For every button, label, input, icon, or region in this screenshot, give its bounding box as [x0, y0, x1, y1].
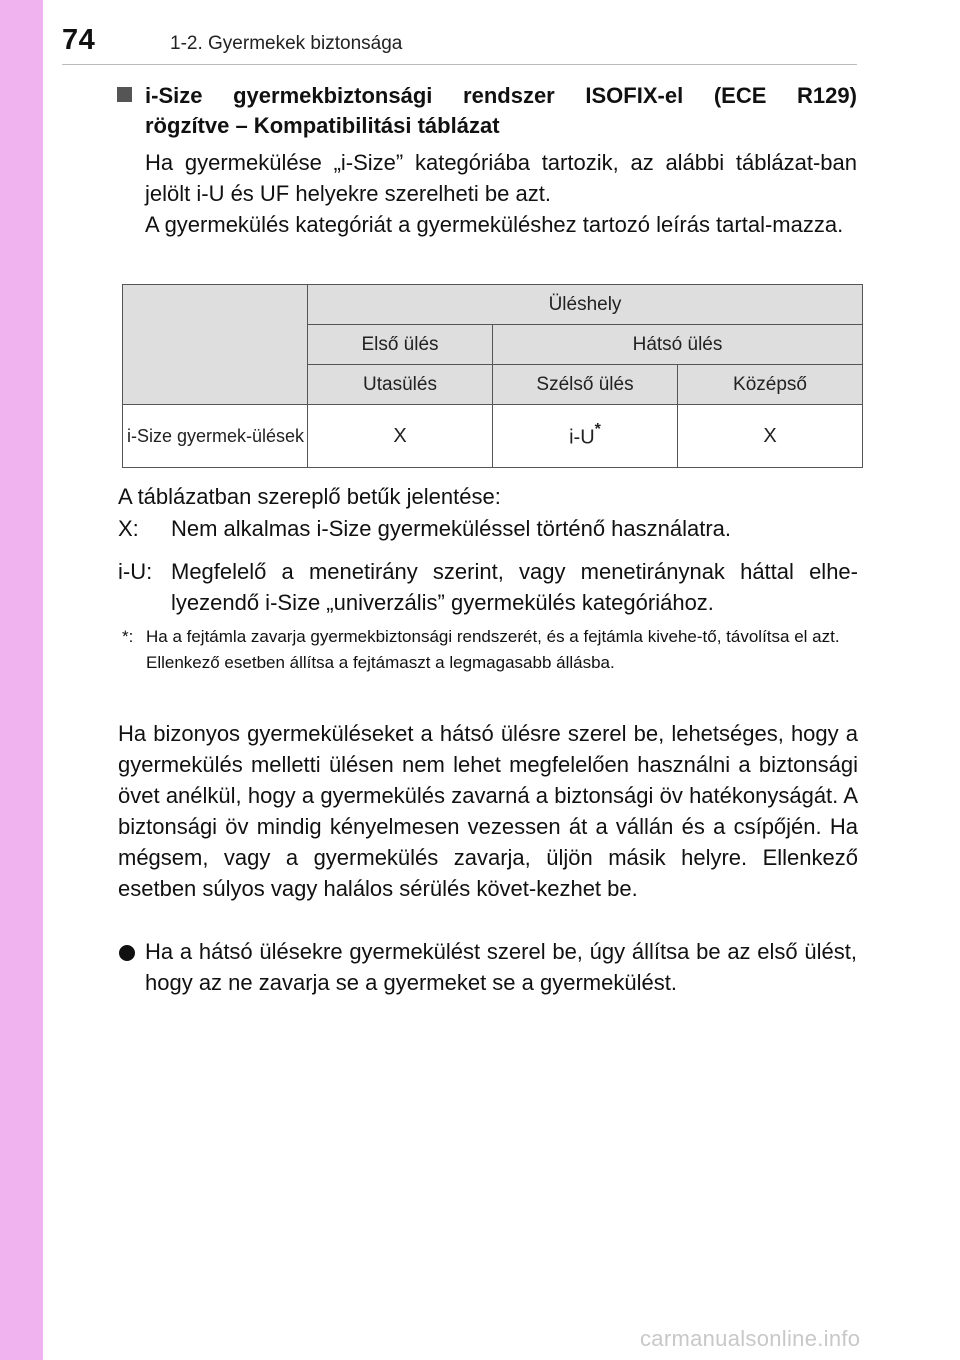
legend-key: i-U:	[118, 559, 153, 584]
table-row	[123, 405, 863, 468]
heading-word: ISOFIX-el	[585, 83, 684, 108]
heading-word: R129)	[797, 83, 857, 108]
heading-line-2: rögzítve – Kompatibilitási táblázat	[145, 113, 500, 138]
warning-paragraph: Ha bizonyos gyermeküléseket a hátsó ülésre szerel be, lehetséges, hogy a gyermekülés melletti ülésen nem lehet megfelelően használni a biztonsági övet anélkül, hogy a gyermekülés zavarná a biztonsági öv hatékonyságát. A biztonsági öv mindig kényelmesen vezessen át a vállán és a csípőjén. Ha mégsem, vagy a gyermekülés zavarja, üljön másik helyre. Ellenkező esetben súlyos vagy halálos sérülés követ-kezhet be.	[118, 721, 858, 901]
intro-paragraph-2: A gyermekülés kategóriát a gyermeküléshez tartozó leírás tartal-mazza.	[145, 212, 844, 237]
section-title: 1-2. Gyermekek biztonsága	[170, 33, 403, 54]
legend-title: A táblázatban szereplő betűk jelentése:	[118, 484, 501, 509]
page-number: 74	[62, 24, 96, 56]
outer-seat-header: Szélső ülés	[493, 365, 678, 405]
intro-text	[145, 147, 857, 240]
heading-word: gyermekbiztonsági	[233, 83, 433, 108]
heading-line-1	[145, 81, 857, 111]
legend-key: X:	[118, 516, 139, 541]
watermark: carmanualsonline.info	[640, 1326, 861, 1351]
table-cell: X	[678, 405, 863, 468]
header-divider	[62, 64, 857, 65]
table-cell-value: i-U	[569, 426, 595, 449]
heading-square-icon	[117, 87, 132, 102]
table-cell: X	[308, 405, 493, 468]
seat-position-header: Üléshely	[308, 285, 863, 325]
legend-item-x	[118, 513, 858, 544]
footnote	[122, 624, 857, 676]
legend-description: Megfelelő a menetirány szerint, vagy menetiránynak háttal elhe-lyezendő i-Size „univerzális” gyermekülés kategóriához.	[171, 559, 858, 615]
table-header-row	[123, 285, 863, 325]
asterisk-mark: *	[594, 420, 601, 438]
passenger-seat-header: Utasülés	[308, 365, 493, 405]
heading-word: i-Size	[145, 83, 203, 108]
legend-description: Nem alkalmas i-Size gyermeküléssel történő használatra.	[171, 516, 732, 541]
bullet-item: Ha a hátsó ülésekre gyermekülést szerel be, úgy állítsa be az első ülést, hogy az ne zavarja se a gyermeket se a gyermekülést.	[145, 939, 857, 995]
table-cell	[493, 405, 678, 468]
legend-item-iu	[118, 556, 858, 618]
table-corner-cell	[123, 285, 308, 405]
rear-seat-header: Hátsó ülés	[493, 325, 863, 365]
heading-word: (ECE	[713, 83, 767, 108]
row-label: i-Size gyermek-ülések	[123, 405, 308, 468]
front-seat-header: Első ülés	[308, 325, 493, 365]
bullet-dot-icon	[119, 945, 135, 961]
footnote-text	[146, 624, 857, 676]
center-seat-header: Középső	[678, 365, 863, 405]
footnote-line: Ellenkező esetben állítsa a fejtámaszt a legmagasabb állásba.	[146, 653, 615, 672]
heading-word: rendszer	[463, 83, 555, 108]
section-heading	[145, 81, 857, 141]
footnote-line: Ha a fejtámla zavarja gyermekbiztonsági rendszerét, és a fejtámla kivehe-tő, távolítsa el azt.	[146, 627, 840, 646]
footnote-marker: *:	[122, 627, 134, 646]
intro-paragraph-1: Ha gyermekülése „i-Size” kategóriába tartozik, az alábbi táblázat-ban jelölt i-U és UF helyekre szerelheti be azt.	[145, 150, 857, 206]
side-color-stripe	[0, 0, 43, 1360]
compatibility-table	[122, 284, 863, 468]
